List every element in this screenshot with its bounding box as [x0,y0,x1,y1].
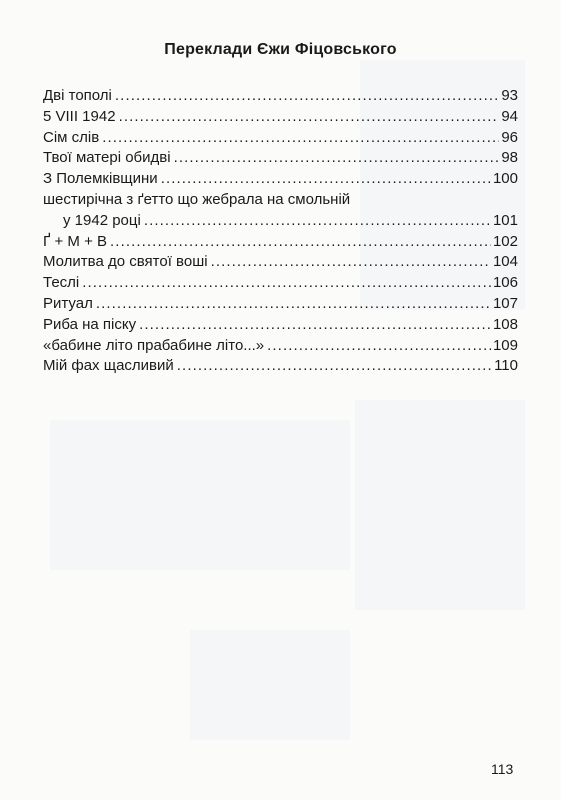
toc-entry[interactable] [43,107,518,128]
dot-leader [82,273,491,294]
toc-entry-page: 93 [501,87,518,104]
dot-leader [102,128,499,149]
dot-leader [211,252,491,273]
toc-entry-title: Молитва до святої воші [43,253,208,271]
toc-entry-page: 109 [492,336,518,354]
toc-entry-page: 94 [501,107,518,125]
dot-leader [174,148,500,169]
toc-entry[interactable] [43,252,518,273]
toc-entry-continuation [43,211,518,232]
toc-entry-title-line1: шестирічна з ґетто що жебрала на смольній [43,190,351,208]
toc-entry-page: 108 [492,315,518,333]
toc-entry[interactable] [43,86,518,107]
dot-leader [110,232,491,253]
toc-entry[interactable] [43,148,518,169]
dot-leader [177,356,492,377]
dot-leader [115,86,499,107]
toc-entry[interactable] [43,356,518,377]
page-title: Переклади Єжи Фіцовського [164,41,397,58]
toc-entry-page: 96 [501,128,518,146]
show-through-block [355,400,525,610]
toc-entry-page: 106 [492,274,518,292]
toc-entry[interactable] [43,336,518,357]
toc-entry-title: Риба на піску [43,315,137,333]
toc-entry-title: Сім слів [43,128,100,146]
toc-entry-title: «бабине літо прабабине літо...» [43,336,265,354]
toc-entry[interactable] [43,315,518,336]
toc-entry-title: Ритуал [43,294,93,312]
dot-leader [161,169,491,190]
show-through-text [50,420,350,570]
toc-entry-page: 110 [494,357,518,375]
toc-entry[interactable] [43,273,518,294]
dot-leader [96,294,491,315]
toc-entry-page: 104 [492,253,518,271]
toc-entry[interactable] [43,128,518,149]
toc-entry[interactable] [43,232,518,253]
toc-entry-title: 5 VIII 1942 [43,107,116,125]
toc-entry-page: 98 [501,149,518,167]
toc-entry-title: З Полемківщини [43,170,158,188]
table-of-contents [43,86,518,377]
toc-entry-page: 101 [492,211,518,229]
toc-entry-page: 102 [492,232,518,250]
dot-leader [139,315,491,336]
toc-entry-multiline[interactable] [43,190,518,232]
dot-leader [119,107,500,128]
dot-leader [267,336,491,357]
show-through-text [190,630,350,740]
toc-entry-title-line2: у 1942 році [63,211,141,229]
toc-entry-page: 107 [492,294,518,312]
toc-entry-title: Дві тополі [43,87,112,104]
toc-entry-page: 100 [492,170,518,188]
dot-leader [144,211,491,232]
toc-entry-title: Теслі [43,274,80,292]
page-number: 113 [491,761,514,777]
toc-entry-title: Ґ + М + В [43,232,108,250]
toc-entry[interactable] [43,169,518,190]
toc-entry-title: Мій фах щасливий [43,357,174,375]
toc-entry[interactable] [43,294,518,315]
toc-entry-title: Твої матері обидві [43,149,171,167]
